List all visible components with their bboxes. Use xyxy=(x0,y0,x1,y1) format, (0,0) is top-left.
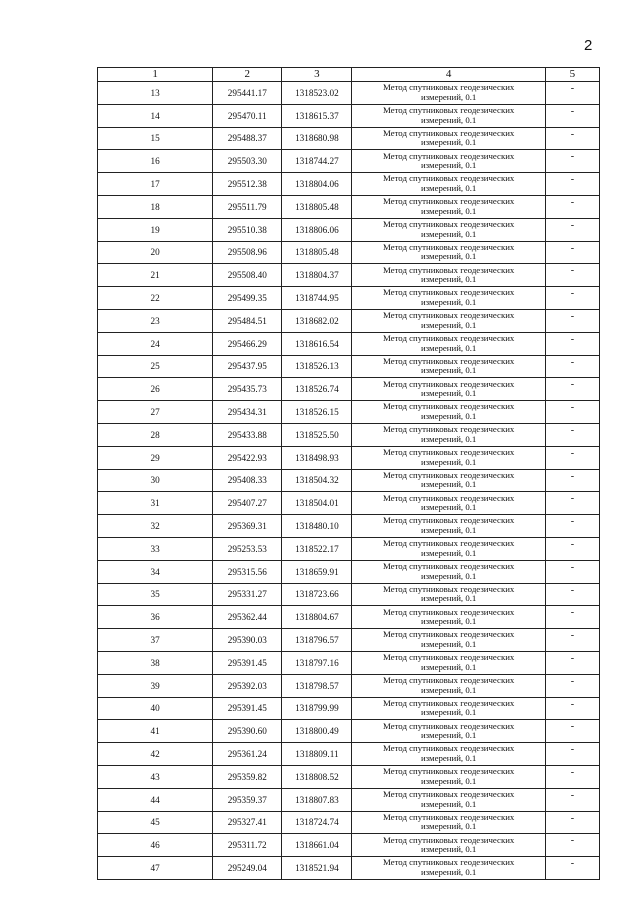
x-coordinate-cell: 295390.60 xyxy=(213,720,282,743)
method-line-2: измерений, 0.1 xyxy=(420,616,477,627)
point-number-cell: 47 xyxy=(98,857,213,880)
method-line-1: Метод спутниковых геодезических xyxy=(382,811,515,822)
note-cell: - xyxy=(545,583,599,606)
table-row xyxy=(98,537,600,560)
method-line-1: Метод спутниковых геодезических xyxy=(382,515,515,526)
x-coordinate-cell: 295391.45 xyxy=(213,651,282,674)
note-cell: - xyxy=(545,378,599,401)
table-body xyxy=(98,82,600,880)
table-row xyxy=(98,287,600,310)
method-line-1: Метод спутниковых геодезических xyxy=(382,264,515,275)
point-number-cell: 13 xyxy=(98,82,213,105)
method-cell xyxy=(352,720,545,743)
method-line-2: измерений, 0.1 xyxy=(420,661,477,672)
method-line-2: измерений, 0.1 xyxy=(420,479,477,490)
method-cell xyxy=(352,264,545,287)
table-row xyxy=(98,401,600,424)
note-cell: - xyxy=(545,720,599,743)
note-cell: - xyxy=(545,218,599,241)
method-cell xyxy=(352,355,545,378)
note-cell: - xyxy=(545,309,599,332)
method-cell xyxy=(352,218,545,241)
method-line-2: измерений, 0.1 xyxy=(420,251,477,262)
note-cell: - xyxy=(545,127,599,150)
method-line-1: Метод спутниковых геодезических xyxy=(382,766,515,777)
method-cell xyxy=(352,606,545,629)
header-col-1: 1 xyxy=(98,68,213,82)
method-line-2: измерений, 0.1 xyxy=(420,775,477,786)
y-coordinate-cell: 1318616.54 xyxy=(282,332,352,355)
point-number-cell: 31 xyxy=(98,492,213,515)
point-number-cell: 14 xyxy=(98,104,213,127)
method-cell xyxy=(352,674,545,697)
method-line-2: измерений, 0.1 xyxy=(420,160,477,171)
note-cell: - xyxy=(545,492,599,515)
point-number-cell: 25 xyxy=(98,355,213,378)
x-coordinate-cell: 295390.03 xyxy=(213,629,282,652)
y-coordinate-cell: 1318724.74 xyxy=(282,811,352,834)
header-col-5: 5 xyxy=(545,68,599,82)
method-line-1: Метод спутниковых геодезических xyxy=(382,333,515,344)
table-row xyxy=(98,743,600,766)
method-line-2: измерений, 0.1 xyxy=(420,866,477,877)
point-number-cell: 16 xyxy=(98,150,213,173)
method-line-2: измерений, 0.1 xyxy=(420,319,477,330)
table-row xyxy=(98,720,600,743)
method-cell xyxy=(352,446,545,469)
method-line-1: Метод спутниковых геодезических xyxy=(382,447,515,458)
method-cell xyxy=(352,423,545,446)
x-coordinate-cell: 295408.33 xyxy=(213,469,282,492)
method-line-2: измерений, 0.1 xyxy=(420,411,477,422)
y-coordinate-cell: 1318799.99 xyxy=(282,697,352,720)
y-coordinate-cell: 1318804.06 xyxy=(282,173,352,196)
x-coordinate-cell: 295484.51 xyxy=(213,309,282,332)
method-line-1: Метод спутниковых геодезических xyxy=(382,492,515,503)
method-line-1: Метод спутниковых геодезических xyxy=(382,697,515,708)
x-coordinate-cell: 295369.31 xyxy=(213,515,282,538)
y-coordinate-cell: 1318659.91 xyxy=(282,560,352,583)
table-row xyxy=(98,82,600,105)
point-number-cell: 28 xyxy=(98,423,213,446)
point-number-cell: 29 xyxy=(98,446,213,469)
header-col-3: 3 xyxy=(282,68,352,82)
x-coordinate-cell: 295512.38 xyxy=(213,173,282,196)
method-line-1: Метод спутниковых геодезических xyxy=(382,196,515,207)
method-line-1: Метод спутниковых геодезических xyxy=(382,857,515,868)
point-number-cell: 37 xyxy=(98,629,213,652)
method-cell xyxy=(352,492,545,515)
x-coordinate-cell: 295441.17 xyxy=(213,82,282,105)
table-row xyxy=(98,469,600,492)
point-number-cell: 18 xyxy=(98,195,213,218)
x-coordinate-cell: 295508.96 xyxy=(213,241,282,264)
note-cell: - xyxy=(545,423,599,446)
y-coordinate-cell: 1318807.83 xyxy=(282,788,352,811)
method-line-2: измерений, 0.1 xyxy=(420,183,477,194)
x-coordinate-cell: 295362.44 xyxy=(213,606,282,629)
point-number-cell: 33 xyxy=(98,537,213,560)
method-line-1: Метод спутниковых геодезических xyxy=(382,378,515,389)
note-cell: - xyxy=(545,195,599,218)
method-cell xyxy=(352,287,545,310)
note-cell: - xyxy=(545,697,599,720)
table-row xyxy=(98,515,600,538)
note-cell: - xyxy=(545,150,599,173)
x-coordinate-cell: 295392.03 xyxy=(213,674,282,697)
point-number-cell: 34 xyxy=(98,560,213,583)
x-coordinate-cell: 295407.27 xyxy=(213,492,282,515)
note-cell: - xyxy=(545,743,599,766)
table-row xyxy=(98,150,600,173)
table-row xyxy=(98,264,600,287)
x-coordinate-cell: 295311.72 xyxy=(213,834,282,857)
x-coordinate-cell: 295315.56 xyxy=(213,560,282,583)
note-cell: - xyxy=(545,446,599,469)
x-coordinate-cell: 295331.27 xyxy=(213,583,282,606)
point-number-cell: 22 xyxy=(98,287,213,310)
table-row xyxy=(98,697,600,720)
method-line-2: измерений, 0.1 xyxy=(420,525,477,536)
table-row xyxy=(98,583,600,606)
point-number-cell: 35 xyxy=(98,583,213,606)
point-number-cell: 30 xyxy=(98,469,213,492)
point-number-cell: 17 xyxy=(98,173,213,196)
method-line-2: измерений, 0.1 xyxy=(420,114,477,125)
table-row xyxy=(98,218,600,241)
table-row xyxy=(98,765,600,788)
method-cell xyxy=(352,309,545,332)
method-line-1: Метод спутниковых геодезических xyxy=(382,105,515,116)
method-line-2: измерений, 0.1 xyxy=(420,433,477,444)
table-row xyxy=(98,423,600,446)
method-line-1: Метод спутниковых геодезических xyxy=(382,652,515,663)
method-line-1: Метод спутниковых геодезических xyxy=(382,538,515,549)
point-number-cell: 42 xyxy=(98,743,213,766)
method-cell xyxy=(352,583,545,606)
table-row xyxy=(98,355,600,378)
method-cell xyxy=(352,127,545,150)
y-coordinate-cell: 1318526.13 xyxy=(282,355,352,378)
note-cell: - xyxy=(545,104,599,127)
method-line-2: измерений, 0.1 xyxy=(420,228,477,239)
point-number-cell: 26 xyxy=(98,378,213,401)
method-line-1: Метод спутниковых геодезических xyxy=(382,834,515,845)
method-cell xyxy=(352,743,545,766)
method-line-2: измерений, 0.1 xyxy=(420,456,477,467)
method-line-1: Метод спутниковых геодезических xyxy=(382,789,515,799)
method-line-2: измерений, 0.1 xyxy=(420,205,477,216)
note-cell: - xyxy=(545,264,599,287)
y-coordinate-cell: 1318498.93 xyxy=(282,446,352,469)
table-row xyxy=(98,834,600,857)
x-coordinate-cell: 295327.41 xyxy=(213,811,282,834)
table-row xyxy=(98,446,600,469)
method-cell xyxy=(352,378,545,401)
y-coordinate-cell: 1318615.37 xyxy=(282,104,352,127)
method-line-2: измерений, 0.1 xyxy=(420,844,477,855)
y-coordinate-cell: 1318804.37 xyxy=(282,264,352,287)
table-row xyxy=(98,857,600,880)
page-number: 2 xyxy=(584,37,593,54)
y-coordinate-cell: 1318798.57 xyxy=(282,674,352,697)
note-cell: - xyxy=(545,515,599,538)
method-line-1: Метод спутниковых геодезических xyxy=(382,287,515,298)
method-cell xyxy=(352,82,545,105)
method-line-1: Метод спутниковых геодезических xyxy=(382,241,515,252)
method-line-1: Метод спутниковых геодезических xyxy=(382,82,515,93)
method-cell xyxy=(352,629,545,652)
note-cell: - xyxy=(545,765,599,788)
method-cell xyxy=(352,834,545,857)
table-row xyxy=(98,173,600,196)
x-coordinate-cell: 295391.45 xyxy=(213,697,282,720)
method-cell xyxy=(352,651,545,674)
table-row xyxy=(98,606,600,629)
y-coordinate-cell: 1318804.67 xyxy=(282,606,352,629)
table-row xyxy=(98,629,600,652)
note-cell: - xyxy=(545,241,599,264)
method-line-1: Метод спутниковых геодезических xyxy=(382,583,515,594)
method-line-2: измерений, 0.1 xyxy=(420,388,477,399)
point-number-cell: 40 xyxy=(98,697,213,720)
method-line-1: Метод спутниковых геодезических xyxy=(382,424,515,435)
point-number-cell: 19 xyxy=(98,218,213,241)
y-coordinate-cell: 1318661.04 xyxy=(282,834,352,857)
y-coordinate-cell: 1318682.02 xyxy=(282,309,352,332)
y-coordinate-cell: 1318744.95 xyxy=(282,287,352,310)
method-cell xyxy=(352,104,545,127)
method-cell xyxy=(352,195,545,218)
method-cell xyxy=(352,697,545,720)
y-coordinate-cell: 1318680.98 xyxy=(282,127,352,150)
note-cell: - xyxy=(545,287,599,310)
method-line-2: измерений, 0.1 xyxy=(420,137,477,148)
y-coordinate-cell: 1318805.48 xyxy=(282,195,352,218)
method-line-2: измерений, 0.1 xyxy=(420,274,477,285)
method-line-2: измерений, 0.1 xyxy=(420,707,477,718)
y-coordinate-cell: 1318504.32 xyxy=(282,469,352,492)
table-row xyxy=(98,788,600,811)
point-number-cell: 23 xyxy=(98,309,213,332)
method-line-2: измерений, 0.1 xyxy=(420,547,477,558)
x-coordinate-cell: 295488.37 xyxy=(213,127,282,150)
x-coordinate-cell: 295466.29 xyxy=(213,332,282,355)
method-cell xyxy=(352,560,545,583)
x-coordinate-cell: 295433.88 xyxy=(213,423,282,446)
note-cell: - xyxy=(545,674,599,697)
note-cell: - xyxy=(545,355,599,378)
x-coordinate-cell: 295511.79 xyxy=(213,195,282,218)
y-coordinate-cell: 1318522.17 xyxy=(282,537,352,560)
method-line-2: измерений, 0.1 xyxy=(420,730,477,741)
method-line-1: Метод спутниковых геодезических xyxy=(382,310,515,321)
method-cell xyxy=(352,332,545,355)
x-coordinate-cell: 295499.35 xyxy=(213,287,282,310)
method-line-1: Метод спутниковых геодезических xyxy=(382,469,515,480)
x-coordinate-cell: 295510.38 xyxy=(213,218,282,241)
note-cell: - xyxy=(545,811,599,834)
y-coordinate-cell: 1318526.15 xyxy=(282,401,352,424)
note-cell: - xyxy=(545,401,599,424)
y-coordinate-cell: 1318521.94 xyxy=(282,857,352,880)
table-row xyxy=(98,241,600,264)
point-number-cell: 45 xyxy=(98,811,213,834)
table-row xyxy=(98,309,600,332)
x-coordinate-cell: 295422.93 xyxy=(213,446,282,469)
x-coordinate-cell: 295437.95 xyxy=(213,355,282,378)
method-line-1: Метод спутниковых геодезических xyxy=(382,173,515,184)
header-col-2: 2 xyxy=(213,68,282,82)
method-line-2: измерений, 0.1 xyxy=(420,502,477,513)
table-row xyxy=(98,560,600,583)
method-line-2: измерений, 0.1 xyxy=(420,684,477,695)
method-line-2: измерений, 0.1 xyxy=(420,570,477,581)
method-line-2: измерений, 0.1 xyxy=(420,753,477,763)
point-number-cell: 32 xyxy=(98,515,213,538)
note-cell: - xyxy=(545,469,599,492)
point-number-cell: 21 xyxy=(98,264,213,287)
method-cell xyxy=(352,150,545,173)
note-cell: - xyxy=(545,560,599,583)
table-row xyxy=(98,492,600,515)
x-coordinate-cell: 295359.82 xyxy=(213,765,282,788)
point-number-cell: 24 xyxy=(98,332,213,355)
note-cell: - xyxy=(545,651,599,674)
point-number-cell: 46 xyxy=(98,834,213,857)
method-line-1: Метод спутниковых геодезических xyxy=(382,606,515,617)
table-row xyxy=(98,332,600,355)
note-cell: - xyxy=(545,788,599,811)
coordinates-table xyxy=(97,67,600,880)
method-line-1: Метод спутниковых геодезических xyxy=(382,675,515,686)
note-cell: - xyxy=(545,82,599,105)
y-coordinate-cell: 1318808.52 xyxy=(282,765,352,788)
method-cell xyxy=(352,811,545,834)
note-cell: - xyxy=(545,332,599,355)
method-line-1: Метод спутниковых геодезических xyxy=(382,127,515,138)
method-cell xyxy=(352,765,545,788)
x-coordinate-cell: 295503.30 xyxy=(213,150,282,173)
method-cell xyxy=(352,537,545,560)
method-line-2: измерений, 0.1 xyxy=(420,91,477,102)
point-number-cell: 44 xyxy=(98,788,213,811)
x-coordinate-cell: 295249.04 xyxy=(213,857,282,880)
x-coordinate-cell: 295359.37 xyxy=(213,788,282,811)
table-row xyxy=(98,651,600,674)
y-coordinate-cell: 1318526.74 xyxy=(282,378,352,401)
note-cell: - xyxy=(545,537,599,560)
point-number-cell: 36 xyxy=(98,606,213,629)
y-coordinate-cell: 1318523.02 xyxy=(282,82,352,105)
method-line-1: Метод спутниковых геодезических xyxy=(382,150,515,161)
method-line-2: измерений, 0.1 xyxy=(420,593,477,604)
table-row xyxy=(98,127,600,150)
note-cell: - xyxy=(545,834,599,857)
method-line-2: измерений, 0.1 xyxy=(420,297,477,308)
y-coordinate-cell: 1318480.10 xyxy=(282,515,352,538)
note-cell: - xyxy=(545,629,599,652)
y-coordinate-cell: 1318796.57 xyxy=(282,629,352,652)
method-line-2: измерений, 0.1 xyxy=(420,821,477,832)
y-coordinate-cell: 1318723.66 xyxy=(282,583,352,606)
method-line-2: измерений, 0.1 xyxy=(420,365,477,376)
x-coordinate-cell: 295434.31 xyxy=(213,401,282,424)
table-header-row xyxy=(98,68,600,82)
header-col-4: 4 xyxy=(352,68,545,82)
method-line-2: измерений, 0.1 xyxy=(420,639,477,650)
y-coordinate-cell: 1318504.01 xyxy=(282,492,352,515)
method-cell xyxy=(352,173,545,196)
x-coordinate-cell: 295361.24 xyxy=(213,743,282,766)
method-cell xyxy=(352,241,545,264)
point-number-cell: 27 xyxy=(98,401,213,424)
y-coordinate-cell: 1318806.06 xyxy=(282,218,352,241)
method-cell xyxy=(352,788,545,811)
x-coordinate-cell: 295253.53 xyxy=(213,537,282,560)
method-cell xyxy=(352,469,545,492)
method-line-1: Метод спутниковых геодезических xyxy=(382,219,515,230)
y-coordinate-cell: 1318809.11 xyxy=(282,743,352,766)
method-line-1: Метод спутниковых геодезических xyxy=(382,720,515,731)
y-coordinate-cell: 1318800.49 xyxy=(282,720,352,743)
method-cell xyxy=(352,857,545,880)
table-row xyxy=(98,674,600,697)
table-row xyxy=(98,811,600,834)
method-line-2: измерений, 0.1 xyxy=(420,342,477,353)
y-coordinate-cell: 1318744.27 xyxy=(282,150,352,173)
table-row xyxy=(98,195,600,218)
point-number-cell: 41 xyxy=(98,720,213,743)
note-cell: - xyxy=(545,606,599,629)
point-number-cell: 43 xyxy=(98,765,213,788)
note-cell: - xyxy=(545,857,599,880)
x-coordinate-cell: 295435.73 xyxy=(213,378,282,401)
y-coordinate-cell: 1318805.48 xyxy=(282,241,352,264)
method-line-2: измерений, 0.1 xyxy=(420,798,477,809)
method-line-1: Метод спутниковых геодезических xyxy=(382,401,515,412)
point-number-cell: 38 xyxy=(98,651,213,674)
method-line-1: Метод спутниковых геодезических xyxy=(382,561,515,572)
method-line-1: Метод спутниковых геодезических xyxy=(382,629,515,640)
point-number-cell: 20 xyxy=(98,241,213,264)
method-line-1: Метод спутниковых геодезических xyxy=(382,743,515,754)
table-row xyxy=(98,378,600,401)
method-cell xyxy=(352,401,545,424)
point-number-cell: 15 xyxy=(98,127,213,150)
method-line-1: Метод спутниковых геодезических xyxy=(382,355,515,366)
y-coordinate-cell: 1318797.16 xyxy=(282,651,352,674)
y-coordinate-cell: 1318525.50 xyxy=(282,423,352,446)
table-row xyxy=(98,104,600,127)
method-cell xyxy=(352,515,545,538)
x-coordinate-cell: 295508.40 xyxy=(213,264,282,287)
note-cell: - xyxy=(545,173,599,196)
point-number-cell: 39 xyxy=(98,674,213,697)
x-coordinate-cell: 295470.11 xyxy=(213,104,282,127)
